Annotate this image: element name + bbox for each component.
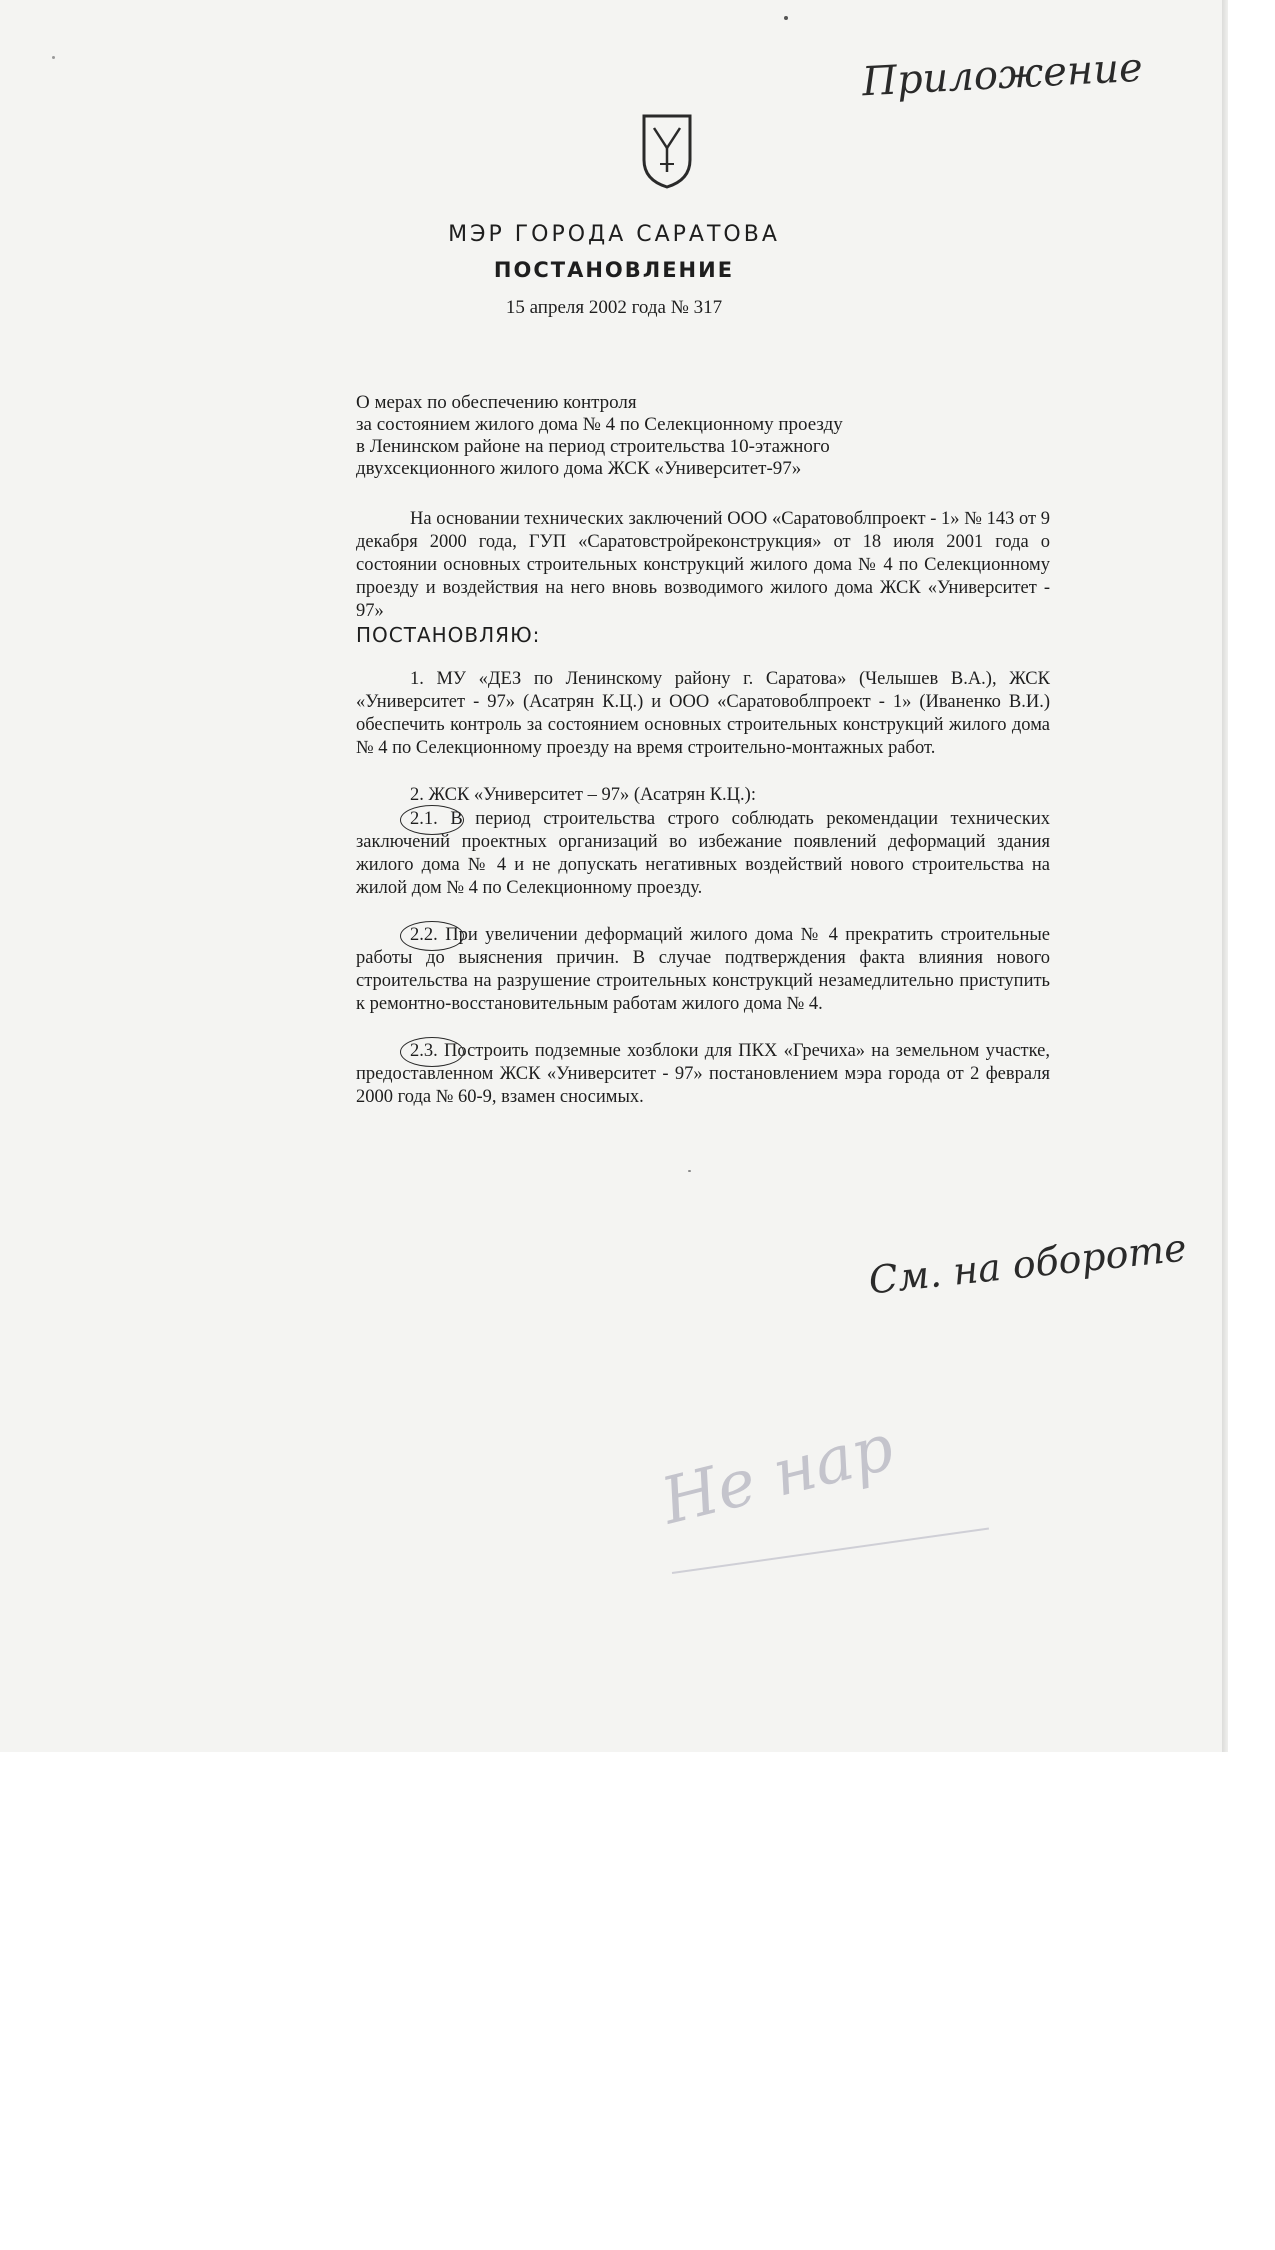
item-1-paragraph: 1. МУ «ДЕЗ по Ленинскому району г. Саратова» (Челышев В.А.), ЖСК «Университет - 97» (Асатрян К.Ц.) и ООО «Саратовоблпроект - 1» (Иваненко В.И.) обеспечить контроль за состоянием основных строительных конструкций жилого дома № 4 по Селекционному проезду на время строительно-монтажных работ. xyxy=(356,669,1050,758)
item-2-1-paragraph: 2.1. В период строительства строго соблюдать рекомендации технических заключений проектных организаций во избежание появлений деформаций здания жилого дома № 4 и не допускать негативных воздействий нового строительства на жилой дом № 4 по Селекционному проезду. xyxy=(356,809,1050,898)
subject-line: за состоянием жилого дома № 4 по Селекционному проезду xyxy=(356,414,843,435)
decree-date-number: 15 апреля 2002 года № 317 xyxy=(505,297,723,318)
decree-subject xyxy=(356,392,843,480)
city-coat-of-arms-icon xyxy=(640,112,694,190)
item-2-2-paragraph: 2.2. При увеличении деформаций жилого дома № 4 прекратить строительные работы до выяснения причин. В случае подтверждения факта влияния нового строительства на разрушение строительных конструкций незамедлительно приступить к ремонтно-восстановительным работам жилого дома № 4. xyxy=(356,925,1050,1014)
subject-line: двухсекционного жилого дома ЖСК «Университет-97» xyxy=(356,458,802,479)
issuing-authority: МЭР ГОРОДА САРАТОВА xyxy=(448,222,780,247)
preamble-paragraph: На основании технических заключений ООО «Саратовоблпроект - 1» № 143 от 9 декабря 2000 года, ГУП «Саратовстройреконструкция» от 18 июля 2001 года о состоянии основных строительных конструкций жилого дома № 4 по Селекционному проезду и воздействия на него вновь возводимого жилого дома ЖСК «Университет - 97» xyxy=(356,509,1050,621)
subject-line: в Ленинском районе на период строительства 10-этажного xyxy=(356,436,830,457)
item-2-3-paragraph: 2.3. Построить подземные хозблоки для ПКХ «Гречиха» на земельном участке, предоставленном ЖСК «Университет - 97» постановлением мэра города от 2 февраля 2000 года № 60-9, взамен сносимых. xyxy=(356,1041,1050,1107)
handwritten-see-reverse-note: См. на обороте xyxy=(866,1225,1189,1303)
subject-line: О мерах по обеспечению контроля xyxy=(356,392,637,413)
scan-speck xyxy=(688,1170,691,1172)
decree-word: ПОСТАНОВЛЯЮ: xyxy=(356,623,541,647)
pen-circle-mark xyxy=(400,1037,464,1067)
pen-circle-mark xyxy=(400,921,464,951)
document-type: ПОСТАНОВЛЕНИЕ xyxy=(493,258,735,282)
item-2-heading: 2. ЖСК «Университет – 97» (Асатрян К.Ц.): xyxy=(410,785,756,805)
faint-handwritten-note: Не нар xyxy=(654,1410,901,1540)
faint-pen-stroke xyxy=(672,1527,989,1574)
pen-circle-mark xyxy=(400,805,464,835)
scan-speck xyxy=(52,56,55,59)
scan-speck xyxy=(784,16,788,20)
handwritten-attachment-note: Приложение xyxy=(860,44,1144,106)
